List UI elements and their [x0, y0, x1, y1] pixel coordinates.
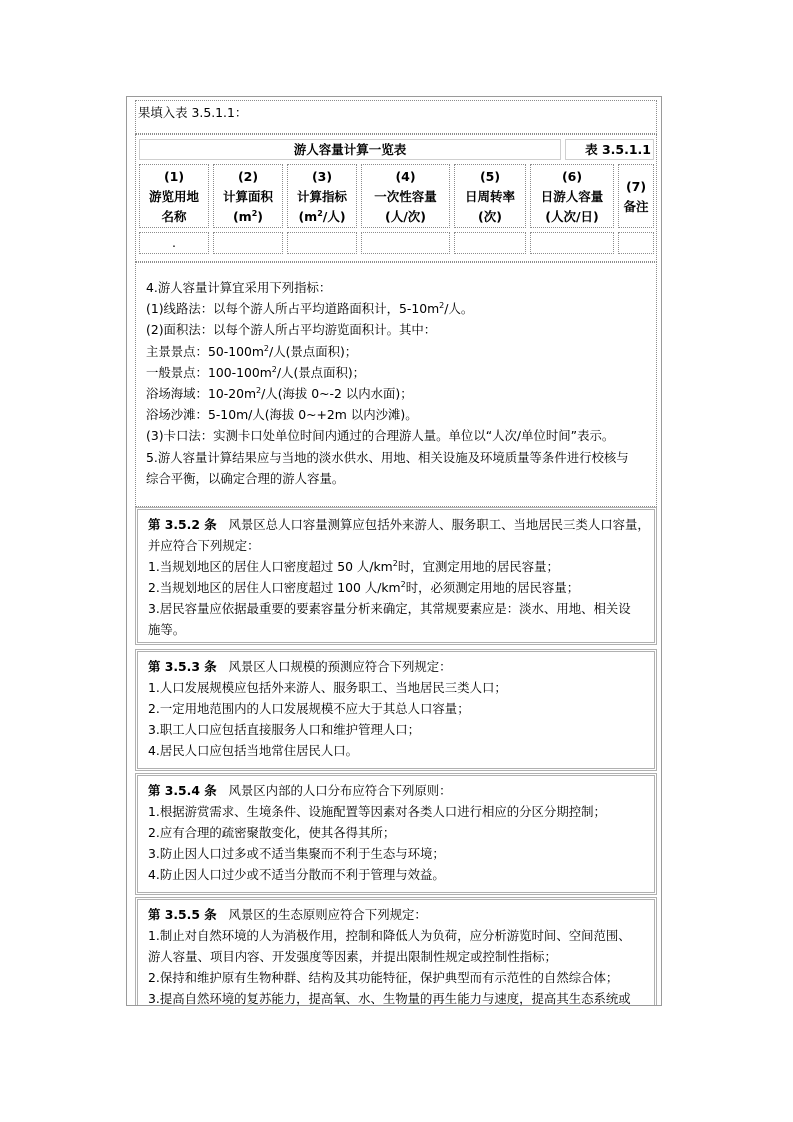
- text-line: 4.防止因人口过少或不适当分散而不利于管理与效益。: [148, 867, 445, 882]
- text-line: 浴场沙滩：5-10m/人(海拔 0~+2m 以内沙滩)。: [146, 407, 418, 423]
- header-label: 备注: [623, 199, 649, 214]
- data-cell-text: .: [172, 235, 176, 250]
- header-label: (人次/日): [545, 209, 599, 224]
- header-label: 计算面积: [222, 189, 273, 204]
- text-line: 2.保持和维护原有生物种群、结构及其功能特征，保护典型而有示范性的自然综合体；: [148, 970, 619, 985]
- text-line: 并应符合下列规定：: [148, 538, 260, 553]
- header-cell-7: [618, 164, 654, 228]
- text-line: 4.居民人口应包括当地常住居民人口。: [148, 743, 359, 758]
- sec3-label: 第 3.5.3 条: [148, 659, 217, 674]
- data-cell-7: [618, 232, 654, 254]
- header-number: (5): [479, 169, 501, 184]
- sec4-head: 风景区内部的人口分布应符合下列原则：: [228, 783, 452, 798]
- header-number: (7): [625, 179, 647, 194]
- sec5-first-line: [148, 904, 427, 925]
- header-number: (6): [561, 169, 583, 184]
- header-cell-1: [139, 164, 209, 228]
- sec2-label: 第 3.5.2 条: [148, 517, 217, 532]
- capacity-table-block: [135, 134, 657, 262]
- table-number: 表 3.5.1.1: [585, 142, 651, 157]
- text-line: 1.根据游赏需求、生境条件、设施配置等因素对各类人口进行相应的分区分期控制；: [148, 804, 606, 819]
- header-cell-2: [213, 164, 283, 228]
- data-cell-1: [139, 232, 209, 254]
- text-line: 1.人口发展规模应包括外来游人、服务职工、当地居民三类人口；: [148, 680, 507, 695]
- section-3-5-3: [135, 649, 657, 771]
- table-title-cell: [139, 139, 561, 160]
- header-label: 日周转率: [464, 189, 515, 204]
- sec3-first-line: [148, 656, 452, 677]
- section-capacity-indicators: [135, 262, 657, 507]
- text-line: 3.提高自然环境的复苏能力，提高氧、水、生物量的再生能力与速度，提高其生态系统或: [148, 991, 631, 1006]
- sec5-label: 第 3.5.5 条: [148, 907, 217, 922]
- sec5-head: 风景区的生态原则应符合下列规定：: [228, 907, 427, 922]
- header-cell-5: [454, 164, 526, 228]
- document-page: [126, 96, 662, 1006]
- sec3-head: 风景区人口规模的预测应符合下列规定：: [228, 659, 452, 674]
- table-number-cell: [565, 139, 654, 160]
- sec2-head: 风景区总人口容量测算应包括外来游人、服务职工、当地居民三类人口容量，: [228, 517, 650, 532]
- text-line: 4.游人容量计算宜采用下列指标：: [146, 280, 332, 295]
- sec4-first-line: [148, 780, 452, 801]
- section-3-5-2: [135, 507, 657, 645]
- header-number: (4): [395, 169, 416, 184]
- header-label: 名称: [161, 209, 187, 224]
- header-label: ($m^2/$人): [298, 208, 346, 224]
- header-number: (1): [163, 169, 185, 184]
- intro-text: 果填入表 3.5.1.1：: [138, 105, 248, 120]
- header-cell-6: [530, 164, 614, 228]
- text-line: 施等。: [148, 622, 186, 637]
- text-line: 浴场海域：$10-20m^2/$人(海拔 0~-2 以内水面)；: [146, 385, 413, 401]
- section-3-5-5: [135, 897, 657, 1005]
- text-line: 3.职工人口应包括直接服务人口和维护管理人口；: [148, 722, 421, 737]
- text-line: 一般景点：$100-100m^2/$人(景点面积)；: [146, 364, 366, 380]
- header-label: 计算指标: [296, 189, 347, 204]
- header-number: (3): [311, 169, 333, 184]
- header-label: 日游人容量: [540, 189, 604, 204]
- text-line: 5.游人容量计算结果应与当地的淡水供水、用地、相关设施及环境质量等条件进行校核与: [146, 449, 629, 465]
- header-cell-3: [287, 164, 357, 228]
- text-line: 2.当规划地区的居住人口密度超过 100 人$/km^2$时，必须测定用地的居民容量；: [148, 579, 580, 595]
- header-cell-4: [361, 164, 450, 228]
- text-line: 3.居民容量应依据最重要的要素容量分析来确定，其常规要素应是：淡水、用地、相关设: [148, 601, 631, 616]
- text-line: 1.制止对自然环境的人为消极作用，控制和降低人为负荷，应分析游览时间、空间范围、: [148, 928, 631, 943]
- header-label: $(m^2)$: [232, 208, 264, 224]
- text-line: (3)卡口法：实测卡口处单位时间内通过的合理游人量。单位以“人次/单位时间”表示。: [146, 428, 615, 444]
- text-line: 综合平衡，以确定合理的游人容量。: [146, 470, 345, 486]
- text-line: 主景景点：$50-100m^2/$人(景点面积)；: [146, 343, 358, 359]
- text-line: (1)线路法：以每个游人所占平均道路面积计，$5-10m^2/$人。: [146, 301, 474, 317]
- header-label: 一次性容量: [374, 189, 437, 204]
- header-label: 游览用地: [148, 189, 199, 204]
- text-line: 2.应有合理的疏密聚散变化，使其各得其所；: [148, 825, 396, 840]
- data-cell-3: [287, 232, 357, 254]
- text-line: 3.防止因人口过多或不适当集聚而不利于生态与环境；: [148, 846, 445, 861]
- section-3-5-4: [135, 773, 657, 895]
- sec2-first-line: [148, 514, 650, 535]
- header-label: (人/次): [385, 209, 426, 224]
- intro-cell: [135, 100, 657, 134]
- text-line: 1.当规划地区的居住人口密度超过 50 人$/km^2$时，宜测定用地的居民容量；: [148, 558, 559, 574]
- text-line: 2.一定用地范围内的人口发展规模不应大于其总人口容量；: [148, 701, 470, 716]
- data-cell-4: [361, 232, 450, 254]
- text-line: 游人容量、项目内容、开发强度等因素，并提出限制性规定或控制性指标；: [148, 949, 557, 964]
- header-number: (2): [237, 169, 259, 184]
- table-title: 游人容量计算一览表: [293, 142, 407, 157]
- sec4-label: 第 3.5.4 条: [148, 783, 217, 798]
- data-cell-6: [530, 232, 614, 254]
- header-label: (次): [478, 209, 502, 224]
- text-line: (2)面积法：以每个游人所占平均游览面积计。其中：: [146, 322, 437, 338]
- data-cell-2: [213, 232, 283, 254]
- data-cell-5: [454, 232, 526, 254]
